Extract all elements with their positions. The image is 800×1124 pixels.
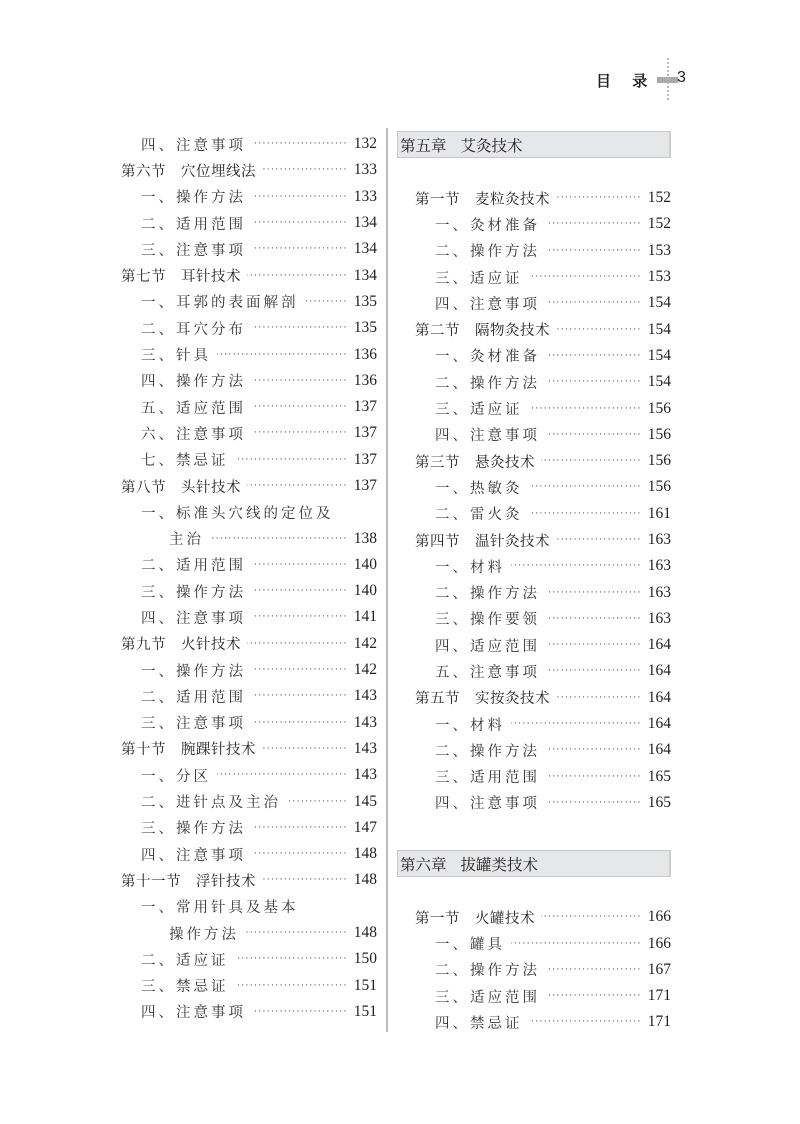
entry-label: 二、雷火灸 [435, 507, 523, 524]
dot-leader [529, 507, 642, 521]
chapter-number: 第六章 [400, 855, 447, 874]
toc-right-column [397, 131, 671, 1036]
entry-label: 二、操作方法 [435, 244, 540, 261]
entry-page-number: 156 [647, 478, 671, 496]
entry-label: 三、适应证 [435, 270, 523, 287]
toc-item-entry[interactable] [121, 788, 377, 814]
toc-item-entry[interactable] [121, 394, 377, 420]
entry-label: 三、注意事项 [141, 242, 246, 259]
page-number: 3 [677, 69, 686, 86]
entry-page-number: 152 [647, 189, 671, 207]
entry-label: 三、针具 [141, 348, 211, 365]
toc-item-entry[interactable] [397, 290, 671, 316]
toc-item-entry[interactable] [397, 238, 671, 264]
dot-leader [252, 558, 348, 572]
dot-leader [541, 454, 642, 468]
entry-label: 一、灸材准备 [435, 349, 540, 366]
entry-label: 一、操作方法 [141, 190, 246, 207]
dot-leader [546, 989, 642, 1003]
entry-label: 二、适用范围 [141, 216, 246, 233]
toc-item-entry[interactable] [397, 930, 671, 956]
dot-leader [511, 717, 642, 731]
toc-item-entry[interactable] [397, 369, 671, 395]
entry-label: 三、适用范围 [435, 770, 540, 787]
entry-label: 三、适应证 [435, 402, 523, 419]
entry-page-number: 143 [353, 687, 377, 705]
entry-page-number: 142 [353, 634, 377, 652]
toc-item-entry[interactable] [397, 957, 671, 983]
toc-item-entry[interactable] [397, 343, 671, 369]
toc-item-entry[interactable] [397, 737, 671, 763]
dot-leader [556, 191, 642, 205]
toc-item-entry[interactable] [121, 525, 377, 551]
entry-page-number: 136 [353, 371, 377, 389]
entry-page-number: 137 [353, 424, 377, 442]
entry-label: 二、操作方法 [435, 586, 540, 603]
entry-page-number: 134 [353, 266, 377, 284]
spacer [397, 158, 671, 185]
entry-label: 第十一节 浮针技术 [121, 873, 256, 890]
entry-page-number: 164 [647, 662, 671, 680]
entry-page-number: 137 [353, 477, 377, 494]
entry-page-number: 135 [353, 292, 377, 310]
toc-item-entry[interactable] [121, 946, 377, 972]
dot-leader [217, 768, 348, 782]
entry-page-number: 137 [353, 450, 377, 468]
entry-page-number: 143 [353, 766, 377, 784]
entry-page-number: 151 [353, 976, 377, 994]
entry-label: 四、注意事项 [435, 428, 540, 445]
dot-leader [252, 216, 348, 230]
toc-section-entry[interactable] [121, 867, 377, 893]
entry-label: 一、罐具 [435, 937, 505, 954]
chapter-heading-6[interactable] [397, 850, 671, 877]
dot-leader [252, 400, 348, 414]
entry-page-number: 145 [353, 792, 377, 810]
entry-label: 七、禁忌证 [141, 453, 229, 470]
dot-leader [546, 296, 642, 310]
toc-item-entry[interactable] [121, 420, 377, 446]
dot-leader [217, 348, 348, 362]
entry-label: 四、注意事项 [141, 847, 246, 864]
dot-leader [252, 137, 348, 151]
toc-item-entry[interactable] [121, 131, 377, 157]
entry-page-number: 154 [647, 373, 671, 391]
dot-leader [247, 637, 348, 651]
entry-label: 第六节 穴位埋线法 [121, 163, 256, 180]
entry-page-number: 156 [647, 399, 671, 417]
dot-leader [546, 244, 642, 258]
entry-page-number: 166 [647, 934, 671, 952]
toc-item-entry[interactable] [121, 236, 377, 262]
toc-item-entry[interactable] [397, 553, 671, 579]
toc-left-column [121, 131, 377, 1025]
dot-leader [546, 796, 642, 810]
dot-leader [210, 532, 348, 546]
toc-section-entry[interactable] [397, 685, 671, 711]
entry-page-number: 164 [647, 741, 671, 759]
toc-item-entry[interactable] [121, 973, 377, 999]
entry-page-number: 171 [647, 987, 671, 1005]
toc-item-entry[interactable] [121, 552, 377, 578]
chapter-6-entries [397, 904, 671, 1035]
entry-page-number: 161 [647, 504, 671, 522]
entry-page-number: 154 [647, 320, 671, 338]
dot-leader [546, 375, 642, 389]
toc-item-entry[interactable] [121, 210, 377, 236]
dot-leader [252, 584, 348, 598]
dot-leader [546, 770, 642, 784]
entry-page-number: 163 [647, 531, 671, 548]
chapter-number: 第五章 [400, 136, 447, 155]
dot-leader [262, 163, 348, 177]
toc-item-entry[interactable] [397, 422, 671, 448]
dot-leader [546, 586, 642, 600]
entry-label: 四、注意事项 [141, 1005, 246, 1022]
entry-page-number: 156 [647, 425, 671, 443]
entry-label: 三、操作要领 [435, 612, 540, 629]
toc-item-entry[interactable] [121, 815, 377, 841]
toc-section-entry[interactable] [397, 527, 671, 553]
entry-label: 二、进针点及主治 [141, 795, 281, 812]
entry-label: 第一节 麦粒灸技术 [415, 191, 550, 208]
entry-label: 二、适应证 [141, 952, 229, 969]
toc-item-entry[interactable] [121, 683, 377, 709]
dot-leader [546, 664, 642, 678]
entry-page-number: 135 [353, 319, 377, 337]
dot-leader [529, 1015, 642, 1029]
entry-page-number: 140 [353, 555, 377, 573]
dot-leader [511, 937, 642, 951]
toc-item-entry[interactable] [397, 474, 671, 500]
dot-leader [529, 480, 642, 494]
dot-leader [235, 979, 348, 993]
entry-page-number: 152 [647, 215, 671, 233]
entry-label: 二、操作方法 [435, 375, 540, 392]
toc-item-entry[interactable] [397, 764, 671, 790]
entry-page-number: 153 [647, 241, 671, 259]
entry-label: 第二节 隔物灸技术 [415, 323, 550, 340]
entry-page-number: 143 [353, 739, 377, 757]
entry-page-number: 148 [353, 871, 377, 889]
entry-page-number: 148 [353, 845, 377, 863]
entry-label: 一、标准头穴线的定位及 [141, 505, 334, 522]
dot-leader [252, 190, 348, 204]
dot-leader [235, 952, 348, 966]
entry-page-number: 163 [647, 609, 671, 627]
entry-label: 第八节 头针技术 [121, 479, 241, 496]
entry-label: 四、操作方法 [141, 374, 246, 391]
toc-item-entry[interactable] [121, 762, 377, 788]
toc-item-entry[interactable] [121, 341, 377, 367]
dot-leader [511, 559, 642, 573]
dot-leader [252, 821, 348, 835]
dot-leader [546, 612, 642, 626]
entry-page-number: 142 [353, 661, 377, 679]
entry-label: 三、操作方法 [141, 821, 246, 838]
spacer [397, 877, 671, 904]
entry-page-number: 171 [647, 1013, 671, 1031]
entry-page-number: 140 [353, 582, 377, 600]
dot-leader [556, 323, 642, 337]
dot-leader [245, 926, 348, 940]
entry-label: 二、耳穴分布 [141, 321, 246, 338]
entry-page-number: 164 [647, 636, 671, 654]
entry-page-number: 133 [353, 161, 377, 179]
entry-label: 一、材料 [435, 559, 505, 576]
dot-leader [252, 242, 348, 256]
entry-label: 四、注意事项 [141, 137, 246, 154]
entry-label: 第四节 温针灸技术 [415, 533, 550, 550]
toc-item-entry[interactable] [121, 894, 377, 920]
toc-item-entry[interactable] [121, 184, 377, 210]
dot-leader [252, 426, 348, 440]
entry-page-number: 151 [353, 1002, 377, 1020]
entry-page-number: 138 [353, 529, 377, 547]
toc-item-entry[interactable] [397, 983, 671, 1009]
dot-leader [529, 402, 642, 416]
dot-leader [546, 217, 642, 231]
entry-page-number: 156 [647, 452, 671, 470]
header-title: 目 录 [596, 71, 656, 90]
toc-item-entry[interactable] [397, 211, 671, 237]
toc-section-entry[interactable] [121, 736, 377, 762]
dot-leader [556, 691, 642, 705]
spacer [397, 816, 671, 850]
toc-item-entry[interactable] [397, 606, 671, 632]
dot-leader [546, 743, 642, 757]
toc-item-entry[interactable] [121, 841, 377, 867]
entry-page-number: 164 [647, 688, 671, 706]
toc-item-entry[interactable] [121, 499, 377, 525]
entry-label: 三、适应范围 [435, 989, 540, 1006]
entry-label: 三、操作方法 [141, 584, 246, 601]
entry-label: 一、耳郭的表面解剖 [141, 295, 299, 312]
dot-leader [541, 910, 642, 924]
entry-label: 操作方法 [169, 926, 239, 943]
dot-leader [252, 716, 348, 730]
toc-item-entry[interactable] [397, 711, 671, 737]
toc-section-entry[interactable] [121, 157, 377, 183]
toc-item-entry[interactable] [121, 710, 377, 736]
toc-item-entry[interactable] [121, 920, 377, 946]
entry-page-number: 163 [647, 583, 671, 601]
entry-page-number: 133 [353, 187, 377, 205]
toc-item-entry[interactable] [397, 632, 671, 658]
entry-page-number: 167 [647, 960, 671, 978]
entry-page-number: 134 [353, 214, 377, 232]
entry-label: 五、适应范围 [141, 400, 246, 417]
entry-page-number: 143 [353, 713, 377, 731]
header-dotted-divider [667, 58, 669, 100]
toc-item-entry[interactable] [121, 578, 377, 604]
toc-section-entry[interactable] [397, 904, 671, 930]
chapter-heading-5[interactable] [397, 131, 671, 158]
entry-label: 一、分区 [141, 768, 211, 785]
entry-label: 一、热敏灸 [435, 480, 523, 497]
entry-label: 六、注意事项 [141, 426, 246, 443]
entry-label: 二、适用范围 [141, 689, 246, 706]
column-divider [386, 128, 388, 1032]
dot-leader [247, 269, 348, 283]
dot-leader [252, 663, 348, 677]
entry-page-number: 147 [353, 818, 377, 836]
entry-label: 第五节 实按灸技术 [415, 691, 550, 708]
dot-leader [262, 873, 348, 887]
toc-item-entry[interactable] [397, 395, 671, 421]
entry-label: 四、注意事项 [435, 796, 540, 813]
dot-leader [252, 321, 348, 335]
toc-section-entry[interactable] [397, 448, 671, 474]
toc-item-entry[interactable] [397, 264, 671, 290]
entry-page-number: 166 [647, 908, 671, 926]
dot-leader [247, 479, 348, 493]
toc-item-entry[interactable] [397, 579, 671, 605]
entry-page-number: 153 [647, 268, 671, 286]
dot-leader [556, 533, 642, 547]
dot-leader [529, 270, 642, 284]
toc-item-entry[interactable] [397, 790, 671, 816]
toc-item-entry[interactable] [397, 1009, 671, 1035]
entry-label: 第一节 火罐技术 [415, 910, 535, 927]
running-header [596, 66, 678, 94]
entry-page-number: 134 [353, 240, 377, 258]
entry-label: 一、操作方法 [141, 663, 246, 680]
entry-page-number: 154 [647, 294, 671, 312]
entry-label: 二、操作方法 [435, 743, 540, 760]
dot-leader [235, 453, 348, 467]
chapter-title: 艾灸技术 [460, 136, 523, 155]
entry-page-number: 141 [353, 608, 377, 626]
entry-label: 五、注意事项 [435, 664, 540, 681]
toc-item-entry[interactable] [397, 501, 671, 527]
toc-item-entry[interactable] [121, 604, 377, 630]
dot-leader [287, 795, 348, 809]
entry-page-number: 150 [353, 950, 377, 968]
entry-page-number: 163 [647, 557, 671, 575]
entry-page-number: 137 [353, 398, 377, 416]
entry-label: 二、适用范围 [141, 558, 246, 575]
toc-section-entry[interactable] [397, 185, 671, 211]
entry-label: 三、禁忌证 [141, 979, 229, 996]
entry-label: 第十节 腕踝针技术 [121, 742, 256, 759]
entry-label: 一、灸材准备 [435, 217, 540, 234]
toc-item-entry[interactable] [121, 447, 377, 473]
entry-label: 第九节 火针技术 [121, 637, 241, 654]
toc-section-entry[interactable] [121, 262, 377, 288]
entry-page-number: 132 [353, 135, 377, 153]
chapter-title: 拔罐类技术 [460, 855, 539, 874]
dot-leader [252, 689, 348, 703]
entry-page-number: 154 [647, 346, 671, 364]
toc-item-entry[interactable] [121, 368, 377, 394]
dot-leader [252, 1005, 348, 1019]
toc-item-entry[interactable] [121, 999, 377, 1025]
dot-leader [546, 638, 642, 652]
dot-leader [252, 847, 348, 861]
entry-label: 四、适应范围 [435, 638, 540, 655]
toc-item-entry[interactable] [397, 658, 671, 684]
dot-leader [546, 963, 642, 977]
toc-item-entry[interactable] [121, 289, 377, 315]
entry-label: 四、禁忌证 [435, 1015, 523, 1032]
entry-page-number: 148 [353, 924, 377, 942]
entry-page-number: 165 [647, 793, 671, 811]
entry-label: 主治 [169, 532, 204, 549]
dot-leader [305, 295, 348, 309]
entry-label: 四、注意事项 [435, 296, 540, 313]
dot-leader [252, 374, 348, 388]
entry-label: 第七节 耳针技术 [121, 269, 241, 286]
entry-page-number: 136 [353, 345, 377, 363]
entry-label: 一、材料 [435, 717, 505, 734]
toc-section-entry[interactable] [121, 473, 377, 499]
dot-leader [546, 349, 642, 363]
entry-label: 三、注意事项 [141, 716, 246, 733]
dot-leader [262, 742, 348, 756]
dot-leader [252, 610, 348, 624]
chapter-5-entries [397, 185, 671, 816]
dot-leader [546, 428, 642, 442]
entry-label: 四、注意事项 [141, 610, 246, 627]
entry-page-number: 164 [647, 715, 671, 733]
toc-section-entry[interactable] [121, 631, 377, 657]
toc-item-entry[interactable] [121, 657, 377, 683]
entry-label: 二、操作方法 [435, 963, 540, 980]
entry-label: 第三节 悬灸技术 [415, 454, 535, 471]
toc-section-entry[interactable] [397, 316, 671, 342]
entry-label: 一、常用针具及基本 [141, 900, 299, 917]
toc-item-entry[interactable] [121, 315, 377, 341]
entry-page-number: 165 [647, 767, 671, 785]
